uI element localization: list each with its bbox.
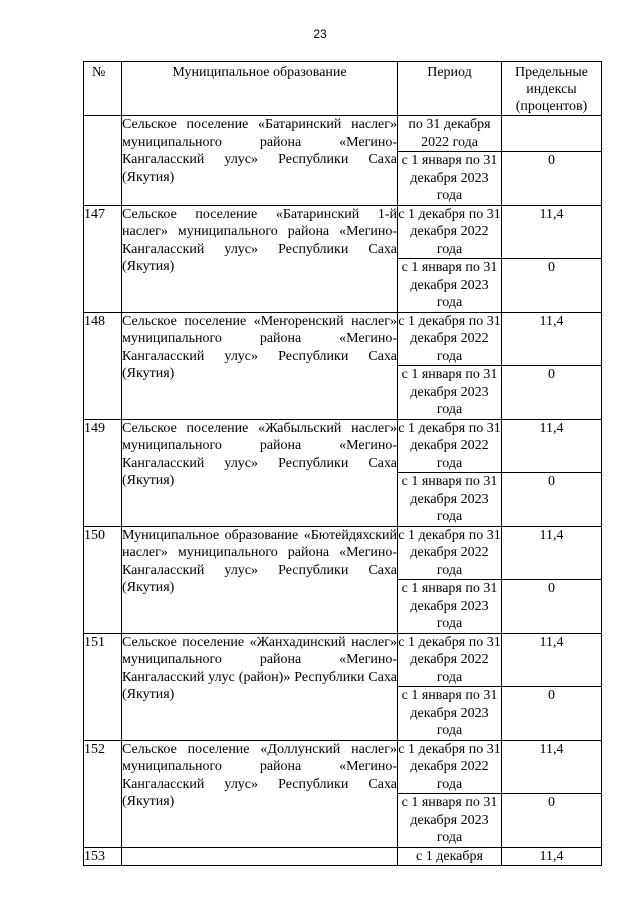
row-number: 152 — [84, 740, 122, 847]
row-index-value: 0 — [502, 473, 602, 527]
row-index-value: 0 — [502, 152, 602, 206]
row-index-value: 11,4 — [502, 633, 602, 687]
row-number: 147 — [84, 205, 122, 312]
row-number: 151 — [84, 633, 122, 740]
row-municipality: Сельское поселение «Батаринский наслег» муниципального района «Мегино-Кангаласский улус» Республики Саха (Якутия) — [122, 116, 398, 206]
table-row — [84, 633, 602, 687]
table-row — [84, 312, 602, 366]
row-municipality: Сельское поселение «Меҥоренский наслег» муниципального района «Мегино-Кангаласский улус» Республики Саха (Якутия) — [122, 312, 398, 419]
row-period: с 1 декабря по 31 декабря 2022 года — [398, 313, 501, 364]
row-index-value: 11,4 — [502, 847, 602, 866]
header-municipality: Муниципальное образование — [122, 62, 398, 116]
header-number: № — [84, 62, 122, 116]
row-index-value: 0 — [502, 794, 602, 848]
row-municipality — [122, 847, 398, 866]
row-index-value: 11,4 — [502, 419, 602, 473]
row-index-value: 0 — [502, 687, 602, 741]
indices-table — [83, 61, 602, 866]
table-row — [84, 847, 602, 866]
row-period: с 1 января по 31 декабря 2023 года — [398, 473, 502, 527]
row-index-value: 0 — [502, 580, 602, 634]
row-number: 149 — [84, 419, 122, 526]
row-period: с 1 декабря по 31 декабря 2022 года — [398, 420, 501, 471]
table-row — [84, 419, 602, 473]
header-period: Период — [398, 62, 502, 116]
header-index: Предельные индексы (процентов) — [502, 62, 602, 116]
row-period: с 1 января по 31 декабря 2023 года — [398, 687, 502, 741]
row-municipality: Муниципальное образование «Бютейдяхский наслег» муниципального района «Мегино-Кангаласский улус» Республики Саха (Якутия) — [122, 526, 398, 633]
row-municipality: Сельское поселение «Жанхадинский наслег» муниципального района «Мегино-Кангаласский улус (район)» Республики Саха (Якутия) — [122, 633, 398, 740]
row-number: 153 — [84, 847, 122, 866]
row-period: с 1 января по 31 декабря 2023 года — [398, 259, 502, 313]
row-period: с 1 декабря по 31 декабря 2022 года — [398, 634, 501, 685]
page-number: 23 — [313, 27, 327, 41]
row-municipality: Сельское поселение «Доллунский наслег» муниципального района «Мегино-Кангаласский улус» Республики Саха (Якутия) — [122, 740, 398, 847]
row-period: с 1 января по 31 декабря 2023 года — [398, 794, 502, 848]
table-row — [84, 205, 602, 259]
row-index-value — [502, 116, 602, 152]
table-header-row — [84, 62, 602, 116]
row-index-value: 11,4 — [502, 205, 602, 259]
row-number: 148 — [84, 312, 122, 419]
row-number — [84, 116, 122, 206]
row-period: с 1 декабря по 31 декабря 2022 года — [398, 206, 501, 257]
row-number: 150 — [84, 526, 122, 633]
row-period: по 31 декабря 2022 года — [398, 116, 502, 152]
row-period: с 1 декабря по 31 декабря 2022 года — [398, 741, 501, 792]
row-period: с 1 декабря по 31 декабря 2022 года — [398, 527, 501, 578]
row-index-value: 0 — [502, 366, 602, 420]
row-index-value: 11,4 — [502, 740, 602, 794]
table-row — [84, 740, 602, 794]
row-period: с 1 декабря — [398, 847, 502, 866]
row-period: с 1 января по 31 декабря 2023 года — [398, 366, 502, 420]
table-row — [84, 116, 602, 152]
row-index-value: 11,4 — [502, 312, 602, 366]
row-period: с 1 января по 31 декабря 2023 года — [398, 152, 502, 206]
row-period: с 1 января по 31 декабря 2023 года — [398, 580, 502, 634]
table-row — [84, 526, 602, 580]
row-index-value: 0 — [502, 259, 602, 313]
row-municipality: Сельское поселение «Жабыльский наслег» муниципального района «Мегино-Кангаласский улус» Республики Саха (Якутия) — [122, 419, 398, 526]
row-municipality: Сельское поселение «Батаринский 1-й наслег» муниципального района «Мегино-Кангаласский улус» Республики Саха (Якутия) — [122, 205, 398, 312]
row-index-value: 11,4 — [502, 526, 602, 580]
